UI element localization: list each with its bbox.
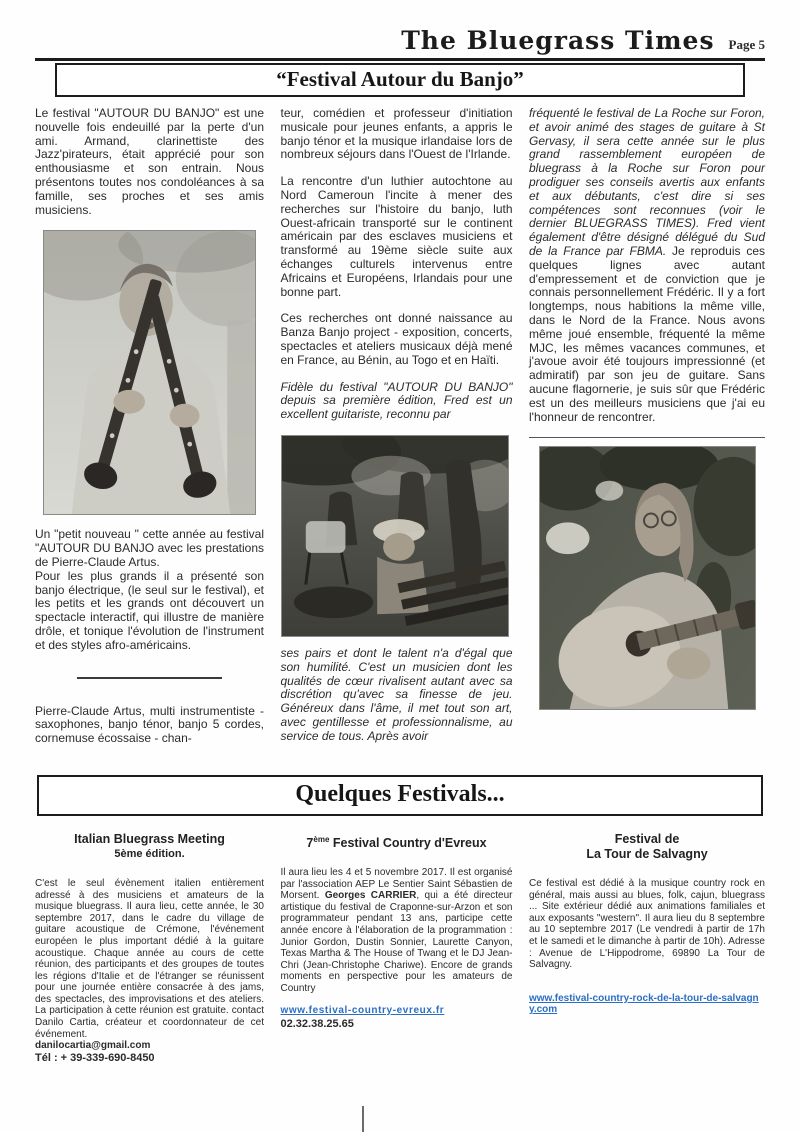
festival-column-italian <box>35 832 264 1065</box>
article-column-middle <box>281 107 513 759</box>
paragraph: Fidèle du festival "AUTOUR DU BANJO" depuis sa première édition, Fred est un excellent guitariste, reconnu par <box>280 379 513 422</box>
masthead-title: The Bluegrass Times <box>401 26 715 55</box>
festival-evreux-heading <box>281 832 513 851</box>
page-number: Page 5 <box>728 37 765 52</box>
festival-evreux-title-sup: ème <box>313 834 330 844</box>
article-title: “Festival Autour du Banjo” <box>276 67 524 91</box>
festival-column-salvagny <box>529 832 765 1065</box>
column-rule <box>529 437 765 438</box>
masthead-rule <box>35 58 765 61</box>
paragraph <box>281 867 513 995</box>
festival-salvagny-heading <box>529 832 765 862</box>
phone-text: Tél : + 39-339-690-8450 <box>35 1051 155 1064</box>
paragraph: Pierre-Claude Artus, multi instrumentiste - saxophones, banjo ténor, banjo 5 cordes, cornemuse écossaise - chan- <box>35 703 264 746</box>
paragraph: Pour les plus grands il a présenté son banjo électrique, (le seul sur le festival), et les petits et les grands ont découvert un spectacle interactif, qui illustre de manière drôle, et tonique l'évolution de l'instrument et des styles afro-américains. <box>35 568 264 652</box>
paragraph: C'est le seul évènement italien entièrement adressé à des musiciens et amateurs de la musique bluegrass. Il aura lieu, cette année, le 30 septembre 2017, dans le cadre du village de guitare acoustique de Crémone, l'événement européen le plus important dédié à la guitare acoustique. Chaque année au cours de cette réunion, des participants et des groupes de toutes les régions d'Italie et de l'étranger se réunissent pour une journée entière consacrée à des jams, des spectacles, des improvisations et des ateliers. La participation à cette réunion est gratuite. contact Danilo Cartia, créateur et coordonnateur de cet événement. <box>35 877 264 1040</box>
festival-italian-subtitle: 5ème édition. <box>114 847 185 860</box>
article-column-left <box>35 107 264 759</box>
clarinetist-photo <box>43 230 256 515</box>
festivals-header: Quelques Festivals... <box>295 780 505 807</box>
paragraph-regular-part: Je reproduis ces quelques lignes avec autant d'empressement et de conviction que je connais personnellement Frédéric. Il y a fort longtemps, nous habitions la même ville, dans le Nord de la France. Nous avons même joué ensemble, fréquenté la même MJC, les mêmes vacances communes, et j'avoue avoir été toujours impressionné (et admiratif) par son jeu de guitare. Sans aucune flagornerie, je suis sûr que Frédéric est un des meilleurs musiciens que j'ai eu l'honneur de rencontrer. <box>529 243 765 424</box>
paragraph <box>529 107 765 424</box>
article-columns <box>0 107 800 759</box>
festival-salvagny-title1: Festival de <box>614 831 680 846</box>
festival-evreux-title-num: 7 <box>306 836 314 851</box>
fold-mark <box>362 1106 364 1132</box>
festival-evreux-title-rest: Festival Country d'Evreux <box>329 836 487 851</box>
paragraph: Un "petit nouveau " cette année au festival "AUTOUR DU BANJO avec les prestations de Pierre-Claude Artus. <box>35 527 264 569</box>
evreux-website-link[interactable]: www.festival-country-evreux.fr <box>280 1004 445 1016</box>
festival-italian-title: Italian Bluegrass Meeting <box>74 831 225 846</box>
paragraph-italic-part: fréquenté le festival de La Roche sur Foron, et avoir animé des stages de guitare à St Gervasy, il sera cette année sur le plus grand rassemblement européen de bluegrass à la Roche sur Foron pour prodiguer ses conseils avertis aux enfants et aux débutants, c'est dire si ses compétences sont reconnues (voir le dernier BLUEGRASS TIMES). Fred vient également d'être désigné délégué du Sud de la France par FBMA. <box>529 106 765 258</box>
article-column-right <box>529 107 765 759</box>
paragraph: Ce festival est dédié à la musique country rock en général, mais aussi au blues, folk, cajun, bluegrass ... Site extérieur dédié aux animations familiales et aux exposants "western". Il aura lieu du 8 septembre au 10 septembre 2017 (Le vendredi à partir de 17h et le samedi et le dimanche à partir de 10h). Adresse : Avenue de L'Hippodrome, 69890 La Tour de Salvagny. <box>529 877 765 971</box>
guitarist-photo <box>539 446 756 710</box>
festival-crowd-photo <box>281 435 509 637</box>
section-divider <box>77 677 222 679</box>
paragraph-part: Il aura lieu les 4 et 5 novembre 2017. Il est organisé par l'association AEP Le Sentier Saint Sébastien de Morsent. <box>280 867 513 902</box>
festival-column-evreux <box>281 832 513 1065</box>
paragraph: Ces recherches ont donné naissance au Banza Banjo project - exposition, concerts, spectacles et ateliers musicaux déjà mené en France, au Bénin, au Togo et en Haïti. <box>280 311 513 367</box>
article-title-box <box>55 63 745 97</box>
festivals-header-box <box>37 775 763 816</box>
salvagny-website-link[interactable]: www.festival-country-rock-de-la-tour-de-salvagny.com <box>529 992 759 1016</box>
paragraph: ses pairs et dont le talent n'a d'égal que son humilité. C'est un musicien dont les qualités de cœur rivalisent autant avec sa discrétion qu'avec sa finesse de jeu. Généreux dans l'âme, il met tout son art, avec gentillesse et professionnalisme, au service de tous. Après avoir <box>280 645 513 743</box>
paragraph-part: , qui a été directeur artistique du festival de Craponne-sur-Arzon et son programmateur pendant 13 ans, participe cette année encore à l'élaboration de la programmation : Junior Gordon, Dustin Sonnier, Laurette Canyon, Texas Martha & The House of Twang et le DJ Jean-Chri (Jean-Christophe Chariwe). Encore de grands moments en perspective pour les amateurs de Country <box>280 890 513 995</box>
email-text: danilocartia@gmail.com <box>35 1040 151 1052</box>
evreux-phone-text: 02.32.38.25.65 <box>280 1017 354 1030</box>
person-name-bold: Georges CARRIER <box>324 890 417 902</box>
festival-salvagny-title2: La Tour de Salvagny <box>586 846 708 861</box>
festivals-columns <box>0 832 800 1065</box>
masthead <box>0 0 800 55</box>
paragraph: Le festival "AUTOUR DU BANJO" est une nouvelle fois endeuillé par la perte d'un ami. Armand, clarinettiste des Jazz'pirateurs, était apprécié pour son enthousiasme et son entrain. Nous présentons toutes nos condoléances à sa famille, ses proches et ses amis musiciens. <box>35 106 264 217</box>
festival-italian-heading <box>35 832 264 862</box>
paragraph: teur, comédien et professeur d'initiation musicale pour jeunes enfants, a appris le banjo ténor et la musique irlandaise lors de nombreux séjours dans l'Ouest de l'Irlande. <box>280 106 513 162</box>
paragraph: La rencontre d'un luthier autochtone au Nord Cameroun l'incite à mener des recherches sur l'histoire du banjo, luth Ouest-africain transporté sur le continent américain par des esclaves musiciens et transformé au 19ème siècle suite aux échanges culturels intervenus entre Africains et Européens, Irlandais pour une bonne part. <box>280 174 513 299</box>
